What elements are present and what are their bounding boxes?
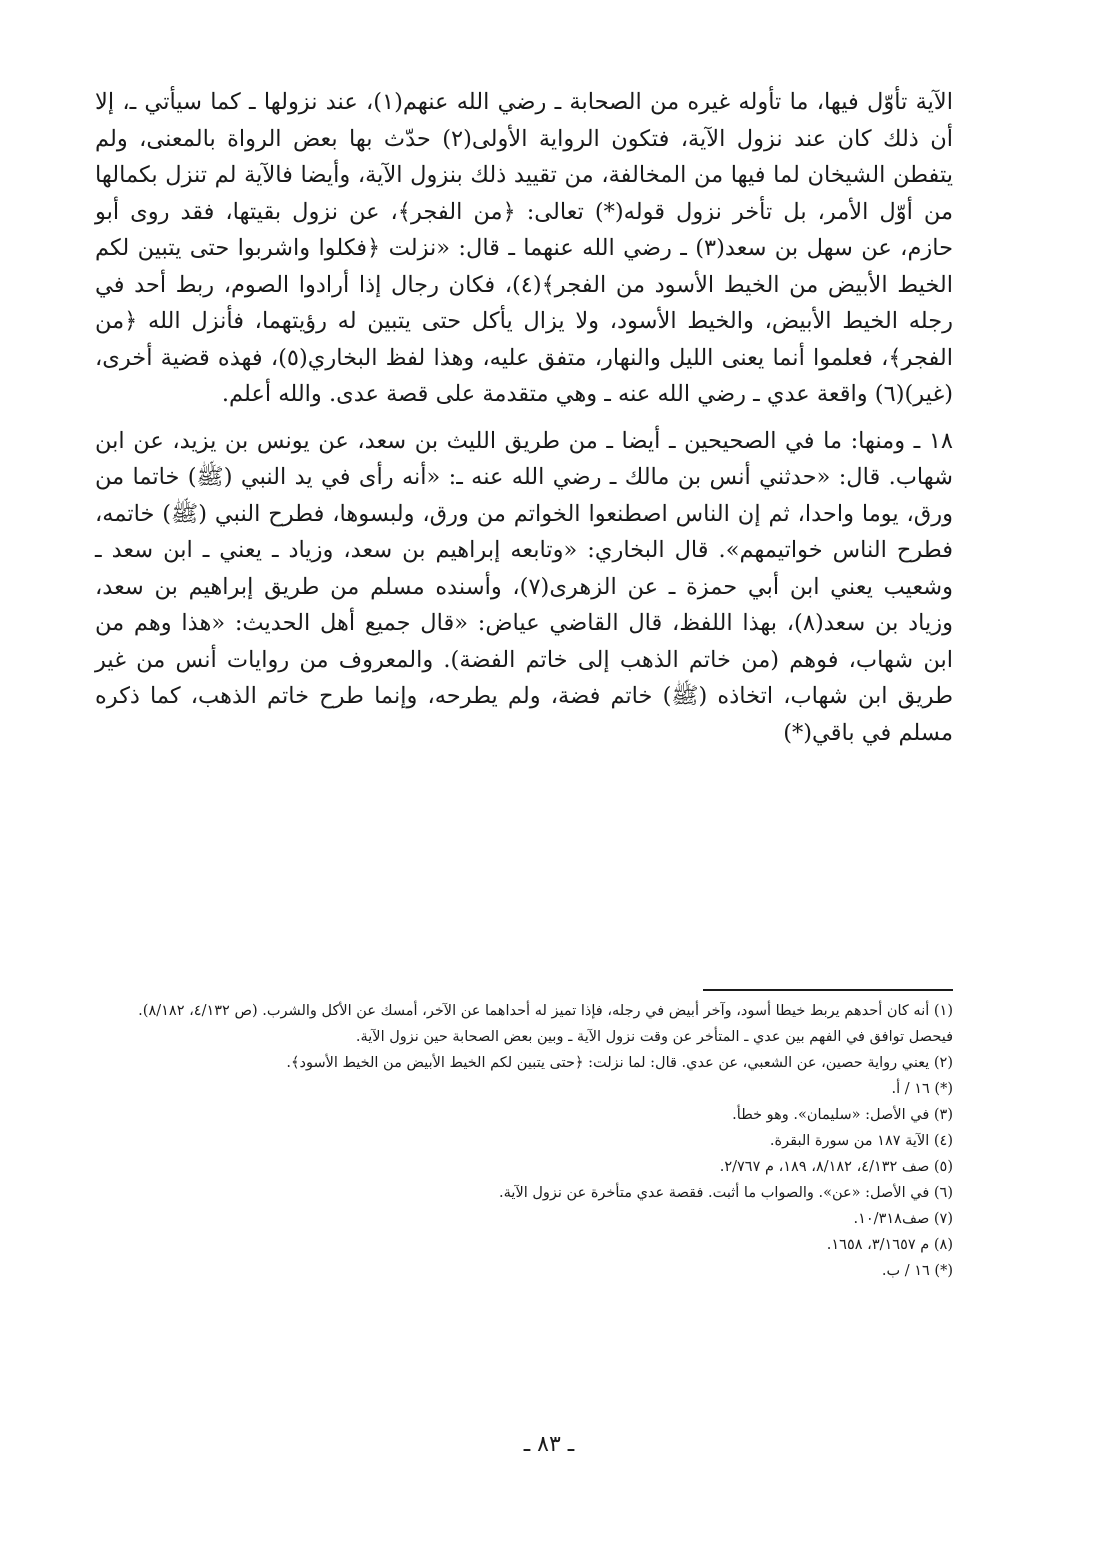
footnotes-list	[95, 998, 953, 1284]
footnote-6: (٦) في الأصل: «عن». والصواب ما أثبت. فقصة عدي متأخرة عن نزول الآية.	[499, 1185, 953, 1201]
footnote-8: (٨) م ٣/١٦٥٧، ١٦٥٨.	[826, 1237, 953, 1253]
paragraph-1: الآية تأوّل فيها، ما تأوله غيره من الصحابة ـ رضي الله عنهم(١)، عند نزولها ـ كما سيأتي ـ، إلا أن ذلك كان عند نزول الآية، فتكون الرواية الأولى(٢) حدّث بها بعض الرواة بالمعنى، ولم يتفطن الشيخان لما فيها من المخالفة، من تقييد ذلك بنزول الآية، وأيضا فالآية لم تنزل بكمالها من أوّل الأمر، بل تأخر نزول قوله(*) تعالى: ﴿من الفجر﴾، عن نزول بقيتها، فقد روى أبو حازم، عن سهل بن سعد(٣) ـ رضي الله عنهما ـ قال: «نزلت ﴿فكلوا واشربوا حتى يتبين لكم الخيط الأبيض من الخيط الأسود من الفجر﴾(٤)، فكان رجال إذا أرادوا الصوم، ربط أحد في رجله الخيط الأبيض، والخيط الأسود، ولا يزال يأكل حتى يتبين له رؤيتهما، فأنزل الله ﴿من الفجر﴾، فعلموا أنما يعنى الليل والنهار، متفق عليه، وهذا لفظ البخاري(٥)، فهذه قضية أخرى، (غير)(٦) واقعة عدي ـ رضي الله عنه ـ وهي متقدمة على قصة عدى. والله أعلم.	[95, 89, 954, 407]
footnote-3: (٣) في الأصل: «سليمان». وهو خطأ.	[732, 1107, 953, 1123]
main-text	[95, 84, 953, 751]
footnote-1: (١) أنه كان أحدهم يربط خيطا أسود، وآخر أبيض في رجله، فإذا تميز له أحداهما عن الآخر، أمسك عن الأكل والشرب. (ص ٤/١٣٢، ٨/١٨٢). فيحصل توافق في الفهم بين عدي ـ المتأخر عن وقت نزول الآية ـ وبين بعض الصحابة حين نزول الآية.	[138, 1003, 953, 1045]
document-page	[95, 84, 954, 1279]
footnote-7: (٧) صف١٠/٣١٨.	[853, 1211, 953, 1227]
paragraph-2: ١٨ ـ ومنها: ما في الصحيحين ـ أيضا ـ من طريق الليث بن سعد، عن يونس بن يزيد، عن ابن شهاب. قال: «حدثني أنس بن مالك ـ رضي الله عنه ـ: «أنه رأى في يد النبي (ﷺ) خاتما من ورق، يوما واحدا، ثم إن الناس اصطنعوا الخواتم من ورق، ولبسوها، فطرح النبي (ﷺ) خاتمه، فطرح الناس خواتيمهم». قال البخاري: «وتابعه إبراهيم بن سعد، وزياد ـ يعني ـ ابن سعد ـ وشعيب يعني ابن أبي حمزة ـ عن الزهرى(٧)، وأسنده مسلم من طريق إبراهيم بن سعد، وزياد بن سعد(٨)، بهذا اللفظ، قال القاضي عياض: «قال جميع أهل الحديث: «هذا وهم من ابن شهاب، فوهم (من خاتم الذهب إلى خاتم الفضة). والمعروف من روايات أنس من غير طريق ابن شهاب، اتخاذه (ﷺ) خاتم فضة، ولم يطرحه، وإنما طرح خاتم الذهب، كما ذكره مسلم في باقي(*)	[95, 427, 954, 746]
footnote-divider	[703, 989, 953, 991]
page-number: ـ ٨٣ ـ	[523, 1432, 575, 1457]
footnote-2: (٢) يعني رواية حصين، عن الشعبي، عن عدي. قال: لما نزلت: ﴿حتى يتبين لكم الخيط الأبيض من الخيط الأسود﴾.	[286, 1055, 953, 1071]
footnote-5: (٥) صف ٤/١٣٢، ٨/١٨٢، ١٨٩، م ٢/٧٦٧.	[719, 1159, 953, 1175]
footnote-4: (٤) الآية ١٨٧ من سورة البقرة.	[769, 1133, 953, 1149]
footnote-star-a: (*) ١٦ / أ.	[891, 1081, 953, 1097]
paragraph-gap	[95, 413, 953, 423]
footnote-star-b: (*) ١٦ / ب.	[881, 1263, 953, 1279]
